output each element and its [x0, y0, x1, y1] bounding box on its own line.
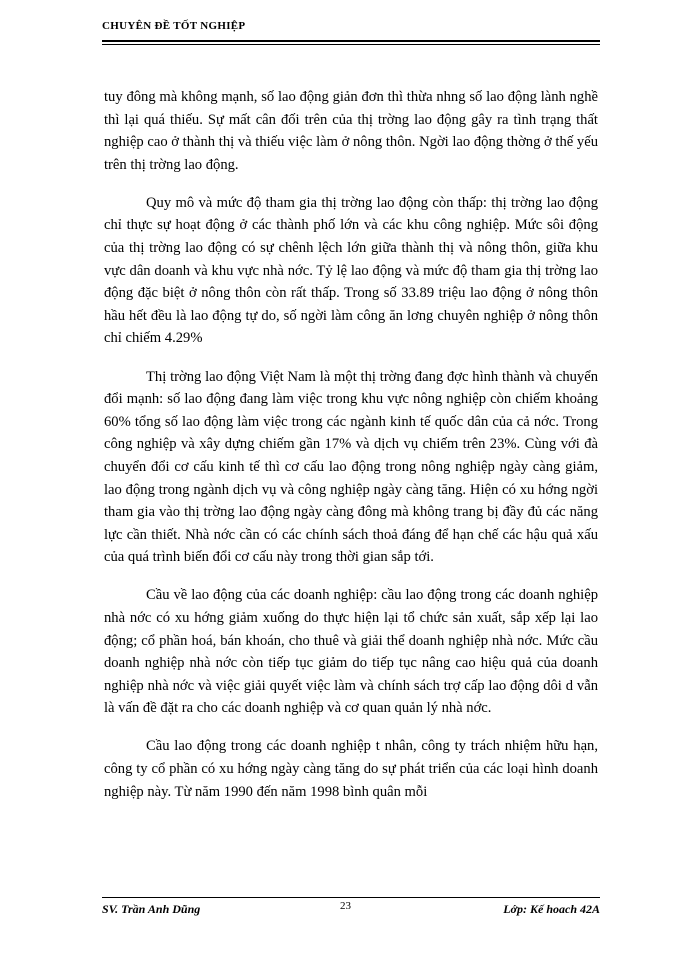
page-footer [102, 902, 600, 920]
footer-author: SV. Trần Anh Dũng [102, 902, 201, 916]
header-divider-thin [102, 44, 600, 45]
document-body [104, 86, 598, 819]
footer-divider [102, 897, 600, 898]
paragraph-2: Quy mô và mức độ tham gia thị trờng lao động còn thấp: thị trờng lao động chỉ thực sự hoạt động ở các thành phố lớn và các khu công nghiệp. Mức sôi động của thị trờng lao động có sự chênh lệch lớn giữa thành thị và nông thôn, giữa khu vực dân doanh và khu vực nhà nớc. Tỷ lệ lao động và mức độ tham gia thị trờng lao động đặc biệt ở nông thôn còn rất thấp. Trong số 33.89 triệu lao động ở nông thôn hầu hết đều là lao động tự do, số ngời làm công ăn lơng chuyên nghiệp ở nông thôn chỉ chiếm 4.29% [104, 194, 598, 347]
footer-class: Lớp: Kế hoach 42A [503, 902, 600, 916]
paragraph-5: Cầu lao động trong các doanh nghiệp t nhân, công ty trách nhiệm hữu hạn, công ty cổ phần có xu hớng ngày càng tăng do sự phát triển của các loại hình doanh nghiệp này. Từ năm 1990 đến năm 1998 bình quân mỗi [104, 738, 598, 800]
page-number: 23 [340, 900, 351, 912]
header-divider [102, 40, 600, 42]
paragraph-4: Cầu về lao động của các doanh nghiệp: cầu lao động trong các doanh nghiệp nhà nớc có xu hớng giảm xuống do thực hiện lại tổ chức sản xuất, sắp xếp lại lao động; cổ phần hoá, bán khoán, cho thuê và giải thể doanh nghiệp nhà nớc. Mức cầu doanh nghiệp nhà nớc còn tiếp tục giảm do tiếp tục nâng cao hiệu quả của doanh nghiệp nhà nớc và việc giải quyết việc làm và chính sách trợ cấp lao động dôi d vẫn là vấn đề đặt ra cho các doanh nghiệp và cơ quan quản lý nhà nớc. [104, 587, 598, 717]
page-header-title: CHUYÊN ĐỀ TỐT NGHIỆP [102, 20, 246, 32]
paragraph-3: Thị trờng lao động Việt Nam là một thị trờng đang đợc hình thành và chuyển đổi mạnh: số lao động đang làm việc trong khu vực nông nghiệp còn chiếm khoảng 60% tổng số lao động làm việc trong các ngành kinh tế quốc dân của cả nớc. Trong công nghiệp và xây dựng chiếm gần 17% và dịch vụ chiếm trên 23%. Cùng với đà chuyển đổi cơ cấu kinh tế thì cơ cấu lao động trong nông nghiệp ngày càng giảm, lao động trong ngành dịch vụ và công nghiệp ngày càng tăng. Hiện có xu hớng ngời tham gia vào thị trờng lao động ngày càng đông mà không trang bị đầy đủ các năng lực cần thiết. Nhà nớc cần có các chính sách thoả đáng để hạn chế các hậu quả xấu của quá trình biến đổi cơ cấu này trong thời gian sắp tới. [104, 368, 598, 566]
paragraph-1: tuy đông mà không mạnh, số lao động giản đơn thì thừa nhng số lao động lành nghề thì lại quá thiếu. Sự mất cân đối trên của thị trờng lao động gây ra tình trạng thất nghiệp cao ở thành thị và thiếu việc làm ở nông thôn. Ngời lao động thờng ở thế yếu trên thị trờng lao động. [104, 89, 598, 173]
